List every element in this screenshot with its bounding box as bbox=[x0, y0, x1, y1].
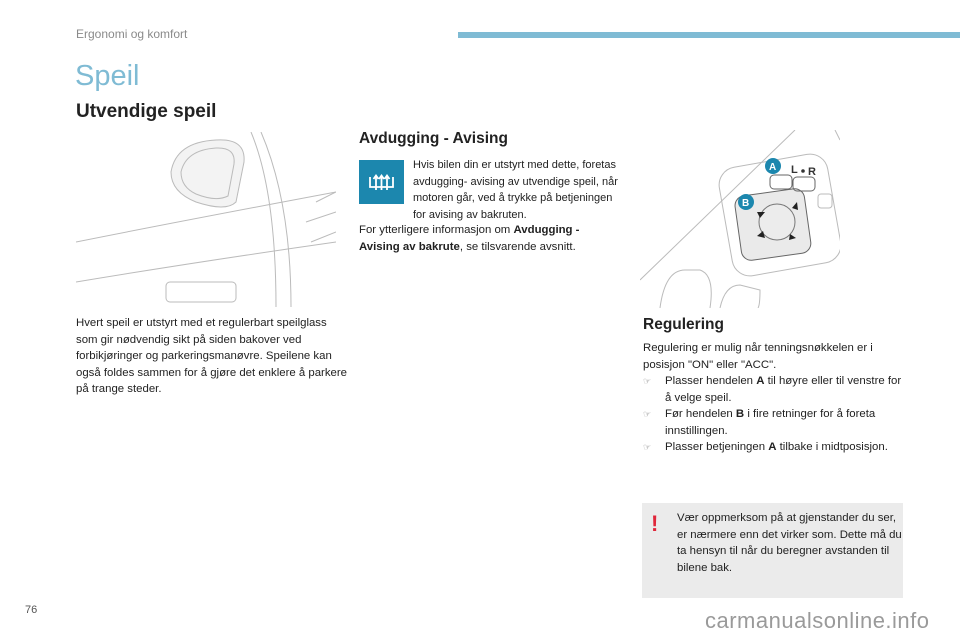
ref-bold: Avdugging - Avising av bakrute bbox=[359, 224, 580, 253]
step-item bbox=[643, 406, 908, 439]
step-text: Plasser betjeningen bbox=[665, 441, 769, 453]
warning-icon: ! bbox=[651, 511, 659, 536]
warning-text: Vær oppmerksom på at gjenstander du ser, er nærmere enn det virker som. Dette må du ta hensyn til når du beregner avstanden til bilene bak. bbox=[677, 512, 902, 574]
label-a: A bbox=[769, 162, 777, 173]
step-text: Før hendelen bbox=[665, 408, 736, 420]
warning-box bbox=[642, 503, 903, 598]
defrost-reference bbox=[359, 222, 619, 255]
step-text: tilbake i midtposisjon. bbox=[776, 441, 888, 453]
watermark: carmanualsonline.info bbox=[705, 608, 930, 633]
regulering-heading: Regulering bbox=[643, 316, 724, 333]
mirror-control-illustration bbox=[640, 130, 840, 308]
mirror-description: Hvert speil er utstyrt med et regulerbart speilglass som gir nødvendig sikt på siden bakover ved forbikjøringer og parkeringsmanøvre. Speilene kan også foldes sammen for å gjøre det enklere å parkere på trange steder. bbox=[76, 317, 347, 395]
regulering-body bbox=[643, 340, 908, 456]
page-title: Speil bbox=[75, 60, 140, 92]
label-b: B bbox=[742, 198, 750, 209]
switch-l-label: L bbox=[791, 164, 798, 176]
step-item bbox=[643, 373, 908, 406]
step-item bbox=[643, 439, 908, 456]
step-text: Plasser hendelen bbox=[665, 375, 757, 387]
section-subtitle: Utvendige speil bbox=[76, 101, 217, 122]
header-rule bbox=[458, 32, 960, 38]
ref-suffix: , se tilsvarende avsnitt. bbox=[459, 240, 576, 253]
defrost-heading: Avdugging - Avising bbox=[359, 130, 508, 147]
step-bold: A bbox=[756, 375, 765, 387]
regulering-intro: Regulering er mulig når tenningsnøkkelen er i posisjon "ON" eller "ACC". bbox=[643, 342, 873, 371]
step-bold: B bbox=[735, 408, 745, 420]
step-bold: A bbox=[768, 441, 777, 453]
rear-defrost-icon bbox=[359, 160, 404, 204]
mirror-illustration bbox=[76, 132, 336, 307]
bullet-icon: ☞ bbox=[643, 376, 652, 386]
bullet-icon: ☞ bbox=[643, 442, 652, 452]
section-header: Ergonomi og komfort bbox=[76, 27, 188, 41]
page-number: 76 bbox=[25, 604, 38, 616]
step-text: i fire retninger for å foreta innstillingen. bbox=[665, 408, 876, 437]
switch-r-label: R bbox=[808, 166, 816, 178]
ref-prefix: For ytterligere informasjon om bbox=[359, 224, 514, 236]
bullet-icon: ☞ bbox=[643, 409, 652, 419]
regulering-steps bbox=[643, 373, 908, 456]
defrost-text: Hvis bilen din er utstyrt med dette, foretas avdugging- avising av utvendige speil, når motoren går, ved å trykke på betjeningen for avising av bakruten. bbox=[413, 159, 618, 221]
step-text: til høyre eller til venstre for å velge speil. bbox=[665, 375, 902, 404]
